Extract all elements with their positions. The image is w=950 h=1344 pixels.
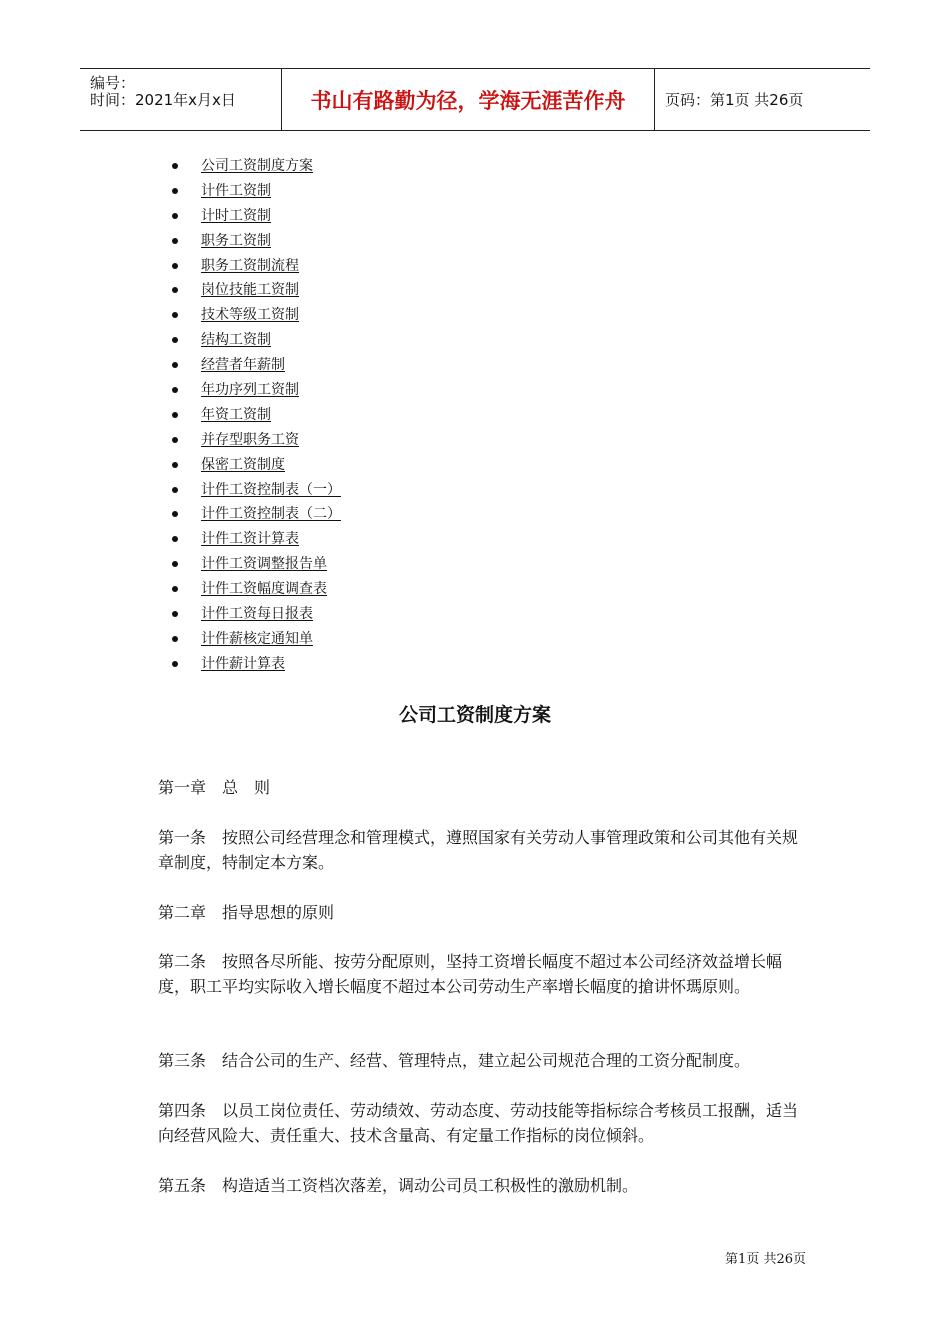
toc-link[interactable]: 保密工资制度 [201, 456, 285, 473]
toc-item[interactable] [172, 602, 341, 627]
bullet-icon [172, 238, 178, 244]
chapter-heading: 第二章 指导思想的原则 [158, 903, 335, 922]
toc-link[interactable]: 计件工资制 [201, 182, 271, 199]
chapter-heading: 第一章 总 则 [158, 778, 271, 797]
bullet-icon [172, 263, 178, 269]
toc-item[interactable] [172, 303, 341, 328]
toc-link[interactable]: 计件工资控制表（二） [201, 506, 341, 523]
toc-item[interactable] [172, 527, 341, 552]
toc-link[interactable]: 公司工资制度方案 [201, 158, 313, 174]
header-motto: 书山有路勤为径，学海无涯苦作舟 [281, 69, 655, 130]
toc-item[interactable] [172, 353, 341, 378]
toc-item[interactable] [172, 278, 341, 303]
toc-item[interactable] [172, 328, 341, 353]
bullet-icon [172, 437, 178, 443]
toc-link[interactable]: 年资工资制 [201, 406, 271, 423]
bullet-icon [172, 636, 178, 642]
toc-link[interactable]: 计时工资制 [201, 207, 271, 224]
bullet-icon [172, 511, 178, 517]
bullet-icon [172, 462, 178, 468]
header-page-label: 页码：第1页 共26页 [665, 91, 804, 109]
toc-link[interactable]: 并存型职务工资 [201, 431, 299, 448]
toc-item[interactable] [172, 179, 341, 204]
toc-item[interactable] [172, 453, 341, 478]
toc-item[interactable] [172, 502, 341, 527]
bullet-icon [172, 561, 178, 567]
toc-link[interactable]: 计件工资每日报表 [201, 606, 313, 623]
bullet-icon [172, 337, 178, 343]
toc-link[interactable]: 结构工资制 [201, 332, 271, 349]
bullet-icon [172, 287, 178, 293]
bullet-icon [172, 213, 178, 219]
toc-link[interactable]: 经营者年薪制 [201, 357, 285, 374]
page-footer: 第1页 共26页 [725, 1252, 806, 1267]
bullet-icon [172, 387, 178, 393]
toc-item[interactable] [172, 478, 341, 503]
toc-item[interactable] [172, 577, 341, 602]
bullet-icon [172, 586, 178, 592]
toc-item[interactable] [172, 627, 341, 652]
bullet-icon [172, 661, 178, 667]
bullet-icon [172, 188, 178, 194]
toc-link[interactable]: 计件工资幅度调查表 [201, 581, 327, 598]
toc-link[interactable]: 计件薪计算表 [201, 655, 285, 672]
toc-item[interactable] [172, 652, 341, 677]
toc-link[interactable]: 职务工资制流程 [201, 257, 299, 274]
toc-item[interactable] [172, 229, 341, 254]
time-label: 时间：2021年x月x日 [90, 91, 236, 109]
toc-item[interactable] [172, 552, 341, 577]
toc-item[interactable] [172, 254, 341, 279]
toc-item[interactable] [172, 428, 341, 453]
bullet-icon [172, 412, 178, 418]
toc-item[interactable] [172, 204, 341, 229]
page-header [80, 68, 870, 131]
header-meta [80, 69, 280, 130]
bullet-icon [172, 362, 178, 368]
document-title: 公司工资制度方案 [398, 704, 551, 726]
toc-link[interactable]: 年功序列工资制 [201, 382, 299, 399]
bullet-icon [172, 312, 178, 318]
toc-link[interactable]: 计件工资调整报告单 [201, 556, 327, 573]
toc-link[interactable]: 计件薪核定通知单 [201, 630, 313, 647]
toc-link[interactable]: 职务工资制 [201, 232, 271, 249]
article-paragraph: 第二条 按照各尽所能、按劳分配原则，坚持工资增长幅度不超过本公司经济效益增长幅度，职工平均实际收入增长幅度不超过本公司劳动生产率增长幅度的搶讲怀瑪原则。 [158, 952, 783, 996]
article-paragraph: 第三条 结合公司的生产、经营、管理特点，建立起公司规范合理的工资分配制度。 [158, 1051, 751, 1070]
bullet-icon [172, 163, 178, 169]
toc-link[interactable]: 技术等级工资制 [201, 307, 299, 324]
toc-item[interactable] [172, 154, 341, 179]
article-paragraph: 第五条 构造适当工资档次落差，调动公司员工积极性的激励机制。 [158, 1176, 639, 1195]
bullet-icon [172, 487, 178, 493]
toc-link[interactable]: 岗位技能工资制 [201, 282, 299, 299]
toc-item[interactable] [172, 378, 341, 403]
article-paragraph: 第一条 按照公司经营理念和管理模式，遵照国家有关劳动人事管理政策和公司其他有关规章制度，特制定本方案。 [158, 828, 799, 872]
bullet-icon [172, 536, 178, 542]
toc-item[interactable] [172, 403, 341, 428]
toc-link[interactable]: 计件工资控制表（一） [201, 481, 341, 498]
toc-link[interactable]: 计件工资计算表 [201, 531, 299, 548]
number-label: 编号： [90, 74, 136, 92]
table-of-contents [172, 154, 341, 677]
bullet-icon [172, 611, 178, 617]
article-paragraph: 第四条 以员工岗位责任、劳动绩效、劳动态度、劳动技能等指标综合考核员工报酬，适当向经营风险大、责任重大、技术含量高、有定量工作指标的岗位倾斜。 [158, 1101, 799, 1145]
